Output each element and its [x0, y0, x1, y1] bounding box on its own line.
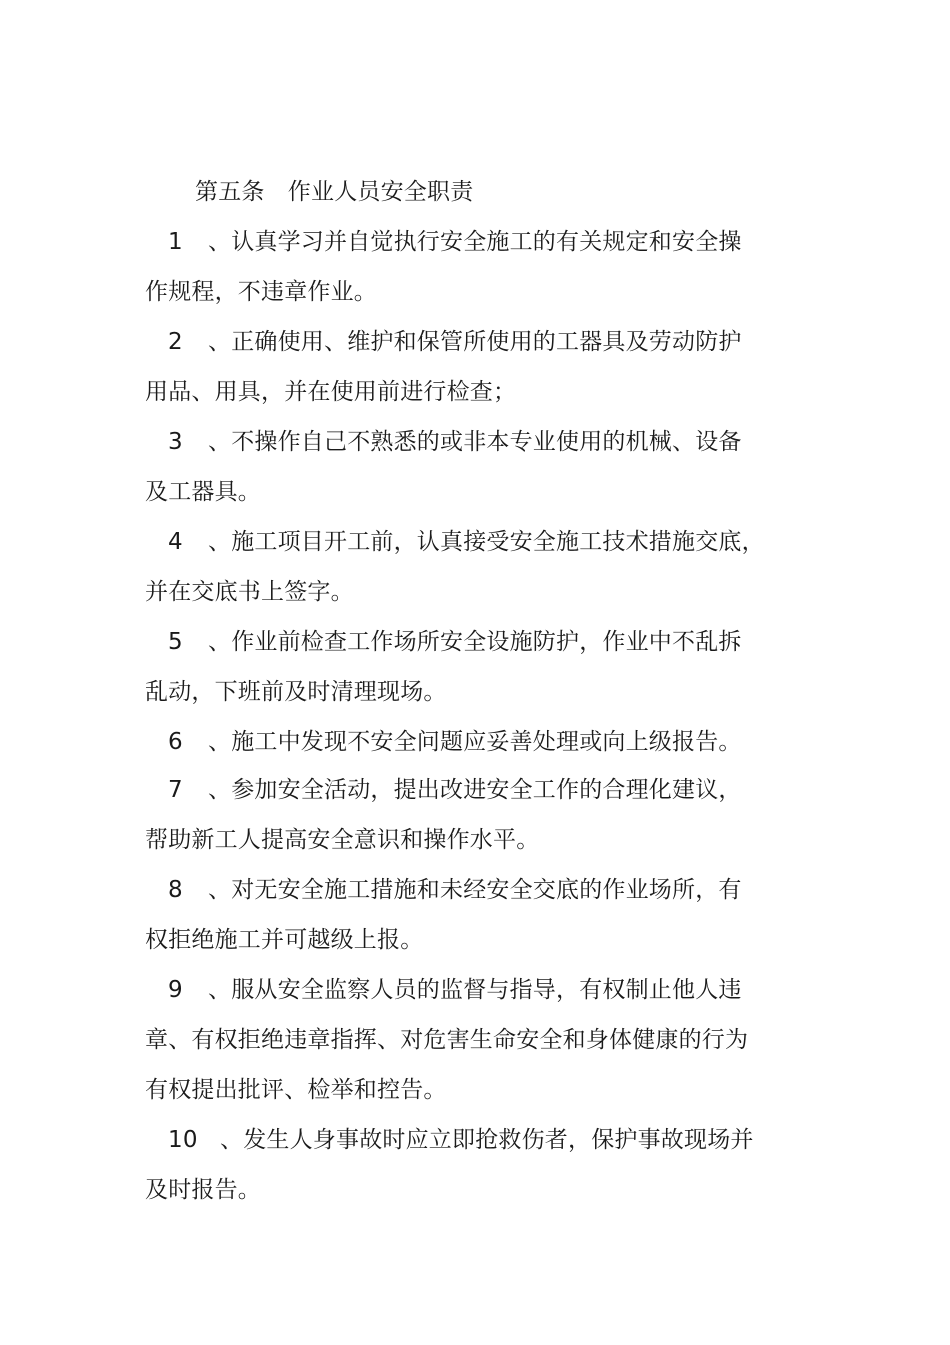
- item-text: 、参加安全活动，提出改进安全工作的合理化建议，: [208, 777, 742, 803]
- item-number: 2: [168, 329, 183, 355]
- list-item-6-line-1: [168, 727, 742, 757]
- item-number: 3: [168, 429, 183, 455]
- item-text: 、施工项目开工前，认真接受安全施工技术措施交底，: [208, 529, 765, 555]
- list-item-2-line-1: [168, 327, 742, 357]
- item-text: 、服从安全监察人员的监督与指导，有权制止他人违: [208, 977, 742, 1003]
- list-item-8-line-2: 权拒绝施工并可越级上报。: [145, 927, 424, 953]
- list-item-9-line-2: 章、有权拒绝违章指挥、对危害生命安全和身体健康的行为: [145, 1027, 749, 1053]
- list-item-10-line-2: 及时报告。: [145, 1177, 261, 1203]
- list-item-3-line-2: 及工器具。: [145, 479, 261, 505]
- list-item-4-line-1: [168, 527, 765, 557]
- list-item-8-line-1: [168, 875, 742, 905]
- item-text: 、作业前检查工作场所安全设施防护，作业中不乱拆: [208, 629, 742, 655]
- list-item-5-line-2: 乱动，下班前及时清理现场。: [145, 679, 447, 705]
- list-item-9-line-3: 有权提出批评、检举和控告。: [145, 1077, 447, 1103]
- list-item-4-line-2: 并在交底书上签字。: [145, 579, 354, 605]
- item-text: 、认真学习并自觉执行安全施工的有关规定和安全操: [208, 229, 742, 255]
- item-number: 10: [168, 1127, 198, 1153]
- item-text: 、正确使用、维护和保管所使用的工器具及劳动防护: [208, 329, 742, 355]
- item-number: 9: [168, 977, 183, 1003]
- item-text: 、不操作自己不熟悉的或非本专业使用的机械、设备: [208, 429, 742, 455]
- item-text: 、发生人身事故时应立即抢救伤者，保护事故现场并: [220, 1127, 754, 1153]
- list-item-2-line-2: 用品、用具，并在使用前进行检查；: [145, 379, 517, 405]
- list-item-9-line-1: [168, 975, 742, 1005]
- section-title: 第五条 作业人员安全职责: [195, 179, 474, 205]
- item-number: 8: [168, 877, 183, 903]
- list-item-5-line-1: [168, 627, 742, 657]
- list-item-7-line-1: [168, 775, 742, 805]
- item-number: 7: [168, 777, 183, 803]
- item-number: 5: [168, 629, 183, 655]
- list-item-1-line-2: 作规程，不违章作业。: [145, 279, 377, 305]
- list-item-3-line-1: [168, 427, 742, 457]
- item-text: 、施工中发现不安全问题应妥善处理或向上级报告。: [208, 729, 742, 755]
- item-number: 6: [168, 729, 183, 755]
- item-number: 1: [168, 229, 183, 255]
- list-item-1-line-1: [168, 227, 742, 257]
- list-item-7-line-2: 帮助新工人提高安全意识和操作水平。: [145, 827, 540, 853]
- list-item-10-line-1: [168, 1125, 754, 1155]
- item-number: 4: [168, 529, 183, 555]
- item-text: 、对无安全施工措施和未经安全交底的作业场所，有: [208, 877, 742, 903]
